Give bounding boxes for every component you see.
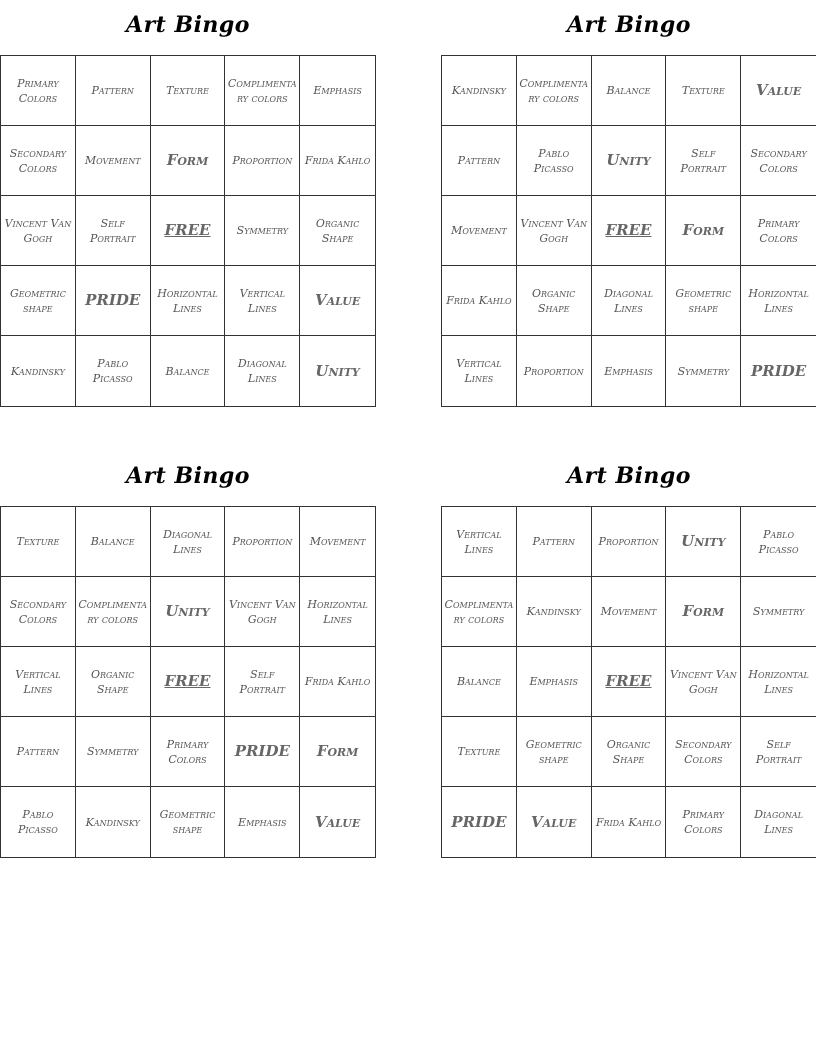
bingo-cell[interactable]: Symmetry (225, 196, 300, 266)
bingo-cell[interactable]: Texture (1, 507, 76, 577)
bingo-cell[interactable]: Kandinsky (442, 56, 517, 126)
bingo-cell[interactable]: Vertical Lines (1, 647, 76, 717)
bingo-card-4 (441, 451, 816, 861)
bingo-cell[interactable]: Balance (442, 647, 517, 717)
bingo-cell[interactable]: Primary Colors (741, 196, 816, 266)
bingo-cell[interactable]: Pattern (1, 717, 76, 787)
bingo-cell[interactable]: Movement (592, 577, 667, 647)
bingo-cell[interactable]: Organic Shape (592, 717, 667, 787)
free-space-cell[interactable]: FREE (592, 647, 667, 717)
bingo-cell[interactable]: Complimentary colors (442, 577, 517, 647)
bingo-cell[interactable]: Balance (151, 336, 226, 406)
bingo-cell[interactable]: Proportion (592, 507, 667, 577)
bingo-cell[interactable]: Vincent Van Gogh (1, 196, 76, 266)
card-title: Art Bingo (567, 12, 691, 38)
bingo-cell[interactable]: PRIDE (76, 266, 151, 336)
bingo-cell[interactable]: Diagonal Lines (592, 266, 667, 336)
bingo-cell[interactable]: Primary Colors (151, 717, 226, 787)
bingo-cell[interactable]: Form (666, 577, 741, 647)
bingo-cell[interactable]: Kandinsky (76, 787, 151, 857)
free-space-cell[interactable]: FREE (151, 196, 226, 266)
bingo-grid (441, 55, 816, 407)
bingo-cell[interactable]: Geometric shape (666, 266, 741, 336)
bingo-cell[interactable]: Value (741, 56, 816, 126)
bingo-cell[interactable]: Emphasis (592, 336, 667, 406)
bingo-cell[interactable]: Form (666, 196, 741, 266)
bingo-cell[interactable]: Geometric shape (1, 266, 76, 336)
bingo-cell[interactable]: PRIDE (442, 787, 517, 857)
bingo-cell[interactable]: Symmetry (741, 577, 816, 647)
bingo-cell[interactable]: Kandinsky (1, 336, 76, 406)
bingo-cell[interactable]: Value (300, 266, 375, 336)
bingo-cell[interactable]: Unity (151, 577, 226, 647)
bingo-cell[interactable]: Texture (151, 56, 226, 126)
bingo-cell[interactable]: Unity (315, 361, 360, 380)
bingo-cell[interactable]: Pablo Picasso (1, 787, 76, 857)
free-space-cell[interactable]: FREE (592, 196, 667, 266)
bingo-cell[interactable]: Organic Shape (76, 647, 151, 717)
bingo-cell[interactable]: Movement (300, 507, 375, 577)
bingo-cell[interactable]: Vincent Van Gogh (666, 647, 741, 717)
bingo-cell[interactable]: Frida Kahlo (300, 647, 375, 717)
bingo-cell[interactable]: Kandinsky (517, 577, 592, 647)
bingo-cell[interactable]: Secondary Colors (1, 126, 76, 196)
bingo-cell[interactable]: Emphasis (225, 787, 300, 857)
bingo-cell[interactable]: Value (314, 812, 361, 831)
bingo-cell[interactable]: Geometric shape (517, 717, 592, 787)
bingo-cell[interactable]: Horizontal Lines (741, 647, 816, 717)
bingo-cell[interactable]: Self Portrait (225, 647, 300, 717)
bingo-cell[interactable]: Movement (442, 196, 517, 266)
bingo-cell[interactable]: Value (517, 787, 592, 857)
bingo-cell[interactable]: Pattern (76, 56, 151, 126)
bingo-cell[interactable]: Complimentary colors (517, 56, 592, 126)
bingo-cell[interactable]: Movement (76, 126, 151, 196)
bingo-cell[interactable]: Proportion (517, 336, 592, 406)
bingo-cell[interactable]: Geometric shape (151, 787, 226, 857)
bingo-cell[interactable]: Frida Kahlo (442, 266, 517, 336)
bingo-cell[interactable]: Vertical Lines (442, 336, 517, 406)
bingo-grid (0, 55, 376, 407)
bingo-grid (441, 506, 816, 858)
bingo-cell[interactable]: Diagonal Lines (151, 507, 226, 577)
bingo-cell[interactable]: Proportion (225, 507, 300, 577)
card-title: Art Bingo (126, 12, 250, 38)
bingo-cell[interactable]: Texture (442, 717, 517, 787)
bingo-cell[interactable]: Balance (592, 56, 667, 126)
bingo-card-2 (441, 0, 816, 410)
bingo-cell[interactable]: Balance (76, 507, 151, 577)
bingo-cell[interactable]: Pattern (517, 507, 592, 577)
bingo-cell[interactable]: Emphasis (517, 647, 592, 717)
card-title: Art Bingo (126, 463, 250, 489)
bingo-cell[interactable]: Texture (666, 56, 741, 126)
bingo-cell[interactable]: PRIDE (750, 361, 807, 380)
bingo-cell[interactable]: Vincent Van Gogh (517, 196, 592, 266)
bingo-grid (0, 506, 376, 858)
bingo-cell[interactable]: Secondary Colors (1, 577, 76, 647)
bingo-cell[interactable]: Complimentary colors (225, 56, 300, 126)
bingo-cell[interactable]: Frida Kahlo (592, 787, 667, 857)
bingo-cell[interactable]: Symmetry (76, 717, 151, 787)
bingo-cell[interactable]: Emphasis (300, 56, 375, 126)
bingo-cell[interactable]: Self Portrait (76, 196, 151, 266)
bingo-cell[interactable]: Organic Shape (300, 196, 375, 266)
bingo-cell[interactable]: Horizontal Lines (300, 577, 375, 647)
bingo-cell[interactable]: Vertical Lines (225, 266, 300, 336)
bingo-cell[interactable]: Unity (666, 507, 741, 577)
bingo-card-3 (0, 451, 376, 861)
bingo-cell[interactable]: Organic Shape (517, 266, 592, 336)
bingo-cell[interactable]: Self Portrait (741, 717, 816, 787)
bingo-cell[interactable]: Pablo Picasso (741, 507, 816, 577)
bingo-cell[interactable]: Frida Kahlo (300, 126, 375, 196)
bingo-cell[interactable]: Unity (592, 126, 667, 196)
bingo-cell[interactable]: Pattern (442, 126, 517, 196)
bingo-cell[interactable]: Horizontal Lines (741, 266, 816, 336)
bingo-cell[interactable]: Pablo Picasso (517, 126, 592, 196)
bingo-cell[interactable]: Primary Colors (666, 787, 741, 857)
bingo-cell[interactable]: Secondary Colors (666, 717, 741, 787)
bingo-cell[interactable]: Self Portrait (666, 126, 741, 196)
bingo-cell[interactable]: Vertical Lines (442, 507, 517, 577)
bingo-cell[interactable]: Diagonal Lines (754, 808, 803, 836)
bingo-cell[interactable]: Pablo Picasso (76, 336, 151, 406)
free-space-cell[interactable]: FREE (151, 647, 226, 717)
bingo-cell[interactable]: Horizontal Lines (151, 266, 226, 336)
bingo-cell[interactable]: Diagonal Lines (225, 336, 300, 406)
bingo-cell[interactable]: Vincent Van Gogh (225, 577, 300, 647)
bingo-cell[interactable]: Primary Colors (1, 56, 76, 126)
bingo-card-1 (0, 0, 376, 410)
bingo-cell[interactable]: Secondary Colors (741, 126, 816, 196)
bingo-cell[interactable]: PRIDE (225, 717, 300, 787)
bingo-cell[interactable]: Complimentary colors (76, 577, 151, 647)
card-title: Art Bingo (567, 463, 691, 489)
bingo-cell[interactable]: Proportion (225, 126, 300, 196)
bingo-cell[interactable]: Form (300, 717, 375, 787)
bingo-cell[interactable]: Form (151, 126, 226, 196)
bingo-cell[interactable]: Symmetry (666, 336, 741, 406)
